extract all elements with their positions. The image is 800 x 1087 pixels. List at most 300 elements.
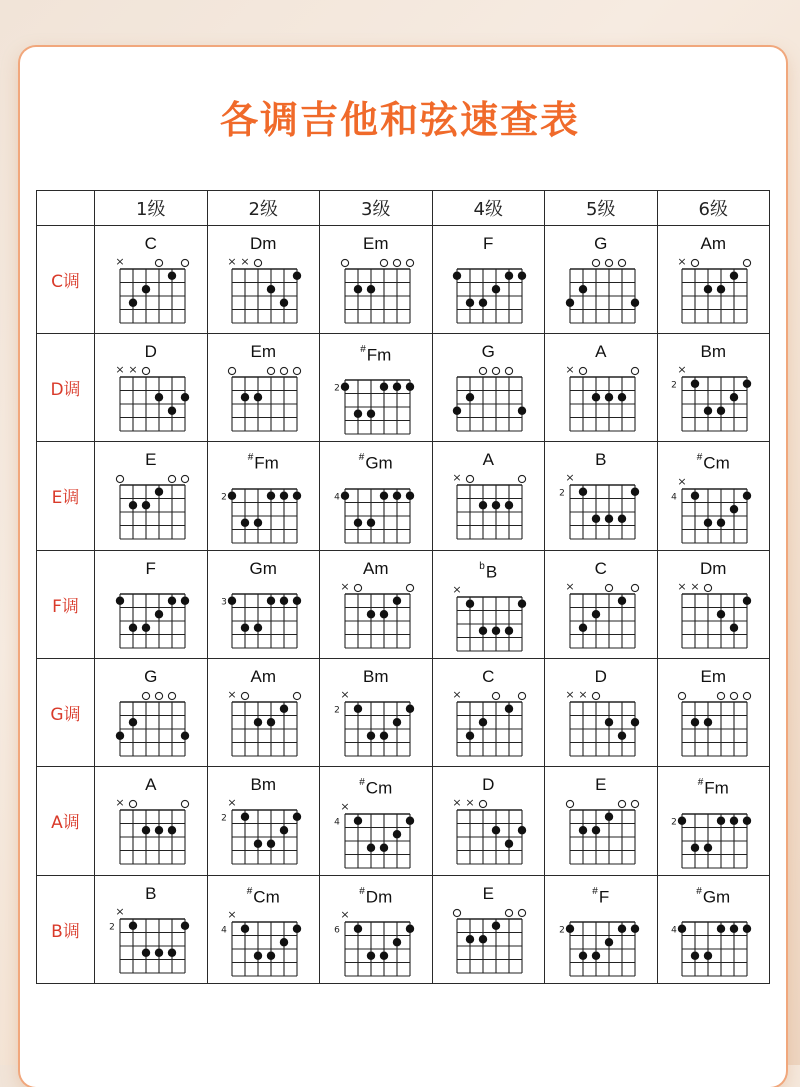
finger-dot — [592, 610, 600, 618]
chord-name-text: Am — [250, 667, 276, 687]
muted-string-mark: × — [128, 362, 138, 376]
finger-dot — [605, 938, 613, 946]
finger-dot — [380, 491, 388, 499]
chord-cell — [95, 333, 208, 442]
chord-name-text: A — [145, 774, 157, 794]
chord-name — [320, 884, 432, 908]
finger-dot — [743, 596, 751, 604]
finger-dot — [367, 732, 375, 740]
chord-name-text: Dm — [700, 558, 727, 578]
chord-name — [433, 775, 545, 795]
finger-dot — [155, 488, 163, 496]
key-label: A调 — [37, 766, 95, 875]
open-string-mark — [718, 693, 725, 700]
chord-cell — [95, 550, 208, 659]
chord-name — [433, 667, 545, 687]
finger-dot — [518, 272, 526, 280]
chord-name — [433, 342, 545, 362]
chord-table — [36, 190, 770, 984]
finger-dot — [592, 393, 600, 401]
chord-name — [545, 775, 657, 795]
open-string-mark — [229, 367, 236, 374]
fret-position-label: 2 — [221, 813, 228, 824]
finger-dot — [254, 840, 262, 848]
finger-dot — [155, 826, 163, 834]
chord-name — [208, 775, 320, 795]
finger-dot — [730, 505, 738, 513]
open-string-mark — [380, 259, 387, 266]
chord-name — [658, 667, 770, 687]
muted-string-mark: × — [565, 362, 575, 376]
chord-name-text: B — [595, 450, 607, 470]
chord-name — [208, 884, 320, 908]
chord-name-text: B — [485, 562, 498, 582]
fret-position-label: 2 — [333, 705, 340, 716]
finger-dot — [155, 948, 163, 956]
chord-diagram — [106, 795, 196, 871]
chord-cell — [95, 442, 208, 551]
finger-dot — [717, 518, 725, 526]
finger-dot — [293, 491, 301, 499]
chord-name-text: Dm — [365, 887, 393, 907]
finger-dot — [479, 501, 487, 509]
chord-diagram — [331, 365, 421, 441]
chord-name-text: F — [483, 234, 494, 253]
open-string-mark — [519, 693, 526, 700]
chord-name-text: F — [598, 887, 610, 907]
finger-dot — [393, 830, 401, 838]
chord-name — [545, 450, 657, 470]
finger-dot — [267, 285, 275, 293]
chord-cell — [207, 442, 320, 551]
finger-dot — [618, 925, 626, 933]
chord-diagram — [106, 904, 196, 980]
chord-name — [320, 342, 432, 366]
finger-dot — [631, 719, 639, 727]
finger-dot — [453, 272, 461, 280]
chord-cell — [657, 875, 770, 984]
chord-name-text: Am — [363, 558, 389, 578]
chord-diagram — [668, 254, 758, 330]
chord-diagram — [556, 579, 646, 655]
finger-dot — [293, 596, 301, 604]
column-header: 1级 — [95, 191, 208, 226]
finger-dot — [129, 501, 137, 509]
finger-dot — [367, 952, 375, 960]
chord-cell — [657, 550, 770, 659]
column-header: 6级 — [657, 191, 770, 226]
chord-cell — [432, 442, 545, 551]
chord-name-text: Gm — [702, 887, 731, 907]
open-string-mark — [519, 909, 526, 916]
muted-string-mark: × — [227, 795, 237, 809]
muted-string-mark: × — [452, 583, 462, 597]
chord-diagram — [331, 799, 421, 875]
chord-diagram — [556, 687, 646, 763]
chord-cell — [432, 875, 545, 984]
finger-dot — [579, 826, 587, 834]
header-row — [37, 191, 770, 226]
chord-cell — [545, 659, 658, 767]
muted-string-mark: × — [227, 688, 237, 702]
muted-string-mark: × — [340, 688, 350, 702]
fret-position-label: 6 — [333, 925, 340, 936]
muted-string-mark: × — [340, 908, 350, 922]
open-string-mark — [618, 259, 625, 266]
chord-name — [95, 667, 207, 687]
finger-dot — [704, 719, 712, 727]
finger-dot — [730, 816, 738, 824]
open-string-mark — [605, 259, 612, 266]
chord-cell — [95, 875, 208, 984]
chord-diagram — [443, 582, 533, 658]
finger-dot — [280, 596, 288, 604]
finger-dot — [717, 816, 725, 824]
chord-diagram — [218, 254, 308, 330]
finger-dot — [691, 491, 699, 499]
finger-dot — [228, 596, 236, 604]
finger-dot — [466, 299, 474, 307]
chord-name-text: Em — [700, 667, 726, 687]
finger-dot — [704, 843, 712, 851]
chord-name-text: G — [594, 234, 608, 253]
chord-name-text: A — [482, 450, 494, 470]
finger-dot — [254, 952, 262, 960]
open-string-mark — [744, 693, 751, 700]
key-label: E调 — [37, 442, 95, 551]
chord-name — [545, 559, 657, 579]
chord-name-text: Gm — [249, 558, 277, 578]
chord-name — [95, 234, 207, 254]
finger-dot — [479, 719, 487, 727]
open-string-mark — [605, 584, 612, 591]
chord-name-text: Em — [250, 341, 276, 361]
open-string-mark — [731, 693, 738, 700]
finger-dot — [354, 410, 362, 418]
chord-diagram — [443, 687, 533, 763]
column-header: 3级 — [320, 191, 433, 226]
chord-cell — [95, 659, 208, 767]
key-row — [37, 875, 770, 984]
finger-dot — [717, 925, 725, 933]
finger-dot — [592, 515, 600, 523]
finger-dot — [341, 491, 349, 499]
muted-string-mark: × — [452, 795, 462, 809]
open-string-mark — [618, 800, 625, 807]
finger-dot — [155, 610, 163, 618]
finger-dot — [678, 925, 686, 933]
finger-dot — [354, 816, 362, 824]
finger-dot — [367, 610, 375, 618]
chord-name-text: Cm — [253, 887, 280, 907]
open-string-mark — [454, 909, 461, 916]
open-string-mark — [592, 259, 599, 266]
chord-name — [320, 775, 432, 799]
finger-dot — [354, 285, 362, 293]
finger-dot — [116, 732, 124, 740]
finger-dot — [406, 816, 414, 824]
sharp-sign: # — [358, 452, 365, 464]
chord-name — [208, 559, 320, 579]
chord-cell — [657, 333, 770, 442]
finger-dot — [168, 948, 176, 956]
open-string-mark — [294, 693, 301, 700]
finger-dot — [691, 843, 699, 851]
open-string-mark — [679, 693, 686, 700]
open-string-mark — [705, 584, 712, 591]
finger-dot — [605, 813, 613, 821]
finger-dot — [241, 393, 249, 401]
finger-dot — [367, 843, 375, 851]
muted-string-mark: × — [115, 362, 125, 376]
chord-name — [208, 234, 320, 254]
chord-name — [95, 342, 207, 362]
chord-diagram — [668, 579, 758, 655]
open-string-mark — [155, 259, 162, 266]
finger-dot — [691, 952, 699, 960]
chord-cell — [207, 766, 320, 875]
chord-cell — [320, 659, 433, 767]
finger-dot — [241, 813, 249, 821]
chord-name — [433, 884, 545, 904]
muted-string-mark: × — [565, 579, 575, 593]
finger-dot — [267, 952, 275, 960]
sharp-sign: # — [360, 343, 366, 355]
finger-dot — [505, 272, 513, 280]
finger-dot — [605, 719, 613, 727]
finger-dot — [406, 491, 414, 499]
finger-dot — [168, 596, 176, 604]
chord-name — [320, 234, 432, 254]
chord-diagram — [218, 362, 308, 438]
chord-name-text: D — [144, 341, 157, 361]
finger-dot — [566, 925, 574, 933]
chord-name — [95, 450, 207, 470]
chord-cell — [432, 333, 545, 442]
column-header: 4级 — [432, 191, 545, 226]
finger-dot — [505, 705, 513, 713]
sharp-sign: # — [696, 452, 703, 464]
finger-dot — [354, 518, 362, 526]
open-string-mark — [506, 909, 513, 916]
muted-string-mark: × — [578, 688, 588, 702]
finger-dot — [280, 705, 288, 713]
finger-dot — [743, 491, 751, 499]
chord-cell — [207, 333, 320, 442]
finger-dot — [466, 393, 474, 401]
open-string-mark — [294, 367, 301, 374]
finger-dot — [717, 285, 725, 293]
fret-position-label: 2 — [558, 488, 565, 499]
open-string-mark — [467, 476, 474, 483]
chord-name — [545, 884, 657, 908]
muted-string-mark: × — [677, 579, 687, 593]
chord-name-text: E — [482, 883, 494, 903]
open-string-mark — [341, 259, 348, 266]
finger-dot — [730, 272, 738, 280]
chord-name-text: D — [482, 774, 495, 794]
open-string-mark — [692, 259, 699, 266]
finger-dot — [254, 719, 262, 727]
open-string-mark — [168, 693, 175, 700]
chord-name — [658, 342, 770, 362]
finger-dot — [479, 935, 487, 943]
chord-name-text: Fm — [366, 345, 392, 365]
chord-name — [545, 667, 657, 687]
key-label: B调 — [37, 875, 95, 984]
chord-name-text: G — [144, 667, 158, 687]
chord-diagram — [106, 470, 196, 546]
chord-name — [320, 667, 432, 687]
open-string-mark — [129, 800, 136, 807]
open-string-mark — [155, 693, 162, 700]
finger-dot — [393, 383, 401, 391]
finger-dot — [393, 491, 401, 499]
key-row — [37, 659, 770, 767]
chord-diagram — [668, 362, 758, 438]
finger-dot — [129, 299, 137, 307]
finger-dot — [293, 272, 301, 280]
chord-name — [95, 775, 207, 795]
sharp-sign: # — [359, 885, 365, 897]
chord-name — [545, 342, 657, 362]
fret-position-label: 4 — [671, 925, 678, 936]
open-string-mark — [142, 693, 149, 700]
open-string-mark — [406, 259, 413, 266]
muted-string-mark: × — [452, 688, 462, 702]
chord-diagram — [556, 907, 646, 983]
chord-name — [658, 450, 770, 474]
finger-dot — [142, 948, 150, 956]
chord-diagram — [106, 362, 196, 438]
sharp-sign: # — [697, 776, 704, 788]
finger-dot — [406, 383, 414, 391]
chord-cell — [432, 550, 545, 659]
chord-cell — [657, 659, 770, 767]
finger-dot — [142, 501, 150, 509]
open-string-mark — [168, 476, 175, 483]
finger-dot — [479, 299, 487, 307]
open-string-mark — [406, 584, 413, 591]
open-string-mark — [506, 367, 513, 374]
finger-dot — [631, 299, 639, 307]
finger-dot — [743, 379, 751, 387]
chord-name-text: D — [594, 667, 607, 687]
open-string-mark — [242, 693, 249, 700]
key-row — [37, 766, 770, 875]
finger-dot — [393, 596, 401, 604]
chord-name — [95, 559, 207, 579]
finger-dot — [228, 491, 236, 499]
chord-cell — [207, 550, 320, 659]
open-string-mark — [181, 800, 188, 807]
chord-diagram — [331, 907, 421, 983]
finger-dot — [492, 285, 500, 293]
fret-position-label: 4 — [333, 492, 340, 503]
finger-dot — [492, 501, 500, 509]
finger-dot — [704, 406, 712, 414]
finger-dot — [730, 623, 738, 631]
chord-cell — [657, 226, 770, 334]
column-header: 5级 — [545, 191, 658, 226]
chord-cell — [432, 659, 545, 767]
finger-dot — [155, 393, 163, 401]
finger-dot — [704, 952, 712, 960]
finger-dot — [280, 491, 288, 499]
finger-dot — [280, 299, 288, 307]
finger-dot — [280, 826, 288, 834]
open-string-mark — [142, 367, 149, 374]
fret-position-label: 2 — [671, 816, 678, 827]
muted-string-mark: × — [240, 255, 250, 268]
chord-diagram — [668, 474, 758, 550]
chord-diagram — [556, 470, 646, 546]
key-label: D调 — [37, 333, 95, 442]
muted-string-mark: × — [465, 795, 475, 809]
chord-cell — [432, 226, 545, 334]
open-string-mark — [480, 367, 487, 374]
open-string-mark — [566, 800, 573, 807]
finger-dot — [142, 623, 150, 631]
finger-dot — [743, 925, 751, 933]
chord-name — [320, 450, 432, 474]
chord-diagram — [556, 795, 646, 871]
chord-cell — [320, 875, 433, 984]
chord-diagram — [106, 687, 196, 763]
finger-dot — [181, 732, 189, 740]
finger-dot — [618, 393, 626, 401]
finger-dot — [354, 925, 362, 933]
finger-dot — [579, 952, 587, 960]
chord-cell — [545, 766, 658, 875]
corner-cell — [37, 191, 95, 226]
chord-diagram — [556, 362, 646, 438]
chord-diagram — [331, 579, 421, 655]
finger-dot — [678, 816, 686, 824]
chord-cell — [320, 766, 433, 875]
finger-dot — [592, 952, 600, 960]
open-string-mark — [393, 259, 400, 266]
finger-dot — [116, 596, 124, 604]
sharp-sign: # — [592, 885, 598, 897]
finger-dot — [505, 501, 513, 509]
finger-dot — [129, 719, 137, 727]
chord-name-text: E — [595, 774, 607, 794]
key-label: G调 — [37, 659, 95, 767]
finger-dot — [241, 623, 249, 631]
open-string-mark — [181, 259, 188, 266]
finger-dot — [254, 623, 262, 631]
finger-dot — [380, 952, 388, 960]
sharp-sign: # — [247, 452, 254, 464]
finger-dot — [293, 813, 301, 821]
open-string-mark — [631, 367, 638, 374]
muted-string-mark: × — [227, 255, 237, 268]
chord-name-text: C — [144, 234, 157, 253]
chord-cell — [320, 226, 433, 334]
chord-diagram — [218, 579, 308, 655]
open-string-mark — [480, 800, 487, 807]
finger-dot — [168, 406, 176, 414]
finger-dot — [717, 406, 725, 414]
sharp-sign: # — [696, 885, 702, 897]
column-header: 2级 — [207, 191, 320, 226]
muted-string-mark: × — [677, 255, 687, 268]
chord-name-text: Gm — [365, 453, 393, 473]
chord-cell — [207, 659, 320, 767]
chord-diagram — [443, 470, 533, 546]
chord-name-text: C — [482, 667, 495, 687]
